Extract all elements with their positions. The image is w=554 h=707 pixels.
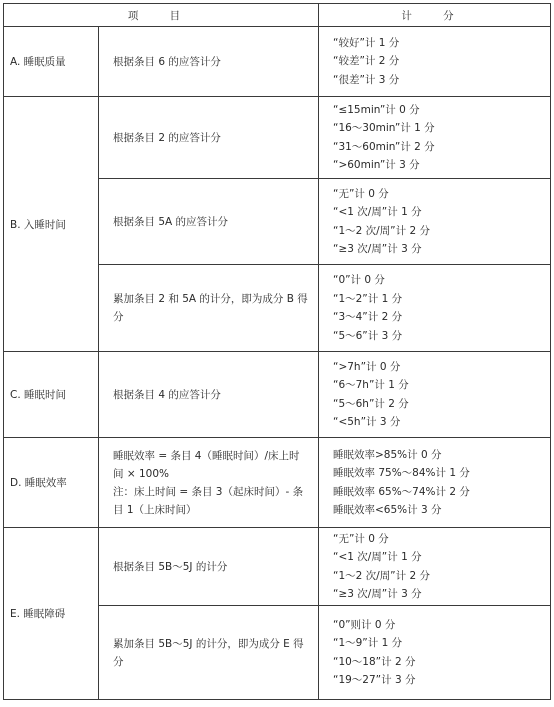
score-cell [319, 606, 551, 700]
score-line: “10～18”计 2 分 [333, 655, 416, 668]
basis-text: 累加条目 5B～5J 的计分，即为成分 E 得分 [113, 637, 304, 668]
score-line: “<1 次/周”计 1 分 [333, 551, 422, 563]
basis-text: 根据条目 6 的应答计分 [113, 55, 221, 68]
score-line: 睡眠效率 65%～74%计 2 分 [333, 485, 470, 498]
score-line: 睡眠效率>85%计 0 分 [333, 448, 442, 461]
score-line: “19～27”计 3 分 [333, 674, 416, 686]
basis-text: 根据条目 4 的应答计分 [113, 388, 221, 401]
basis-text: 根据条目 5A 的应答计分 [113, 215, 229, 228]
score-line: “6～7h”计 1 分 [333, 379, 409, 391]
header-score: 计 分 [319, 4, 551, 27]
score-line: “较好”计 1 分 [333, 36, 400, 49]
score-line: 睡眠效率 75%～84%计 1 分 [333, 467, 470, 479]
score-line: “5～6h”计 2 分 [333, 397, 409, 410]
score-cell [319, 265, 551, 352]
score-cell [319, 352, 551, 438]
basis-cell [99, 606, 319, 700]
basis-cell [99, 27, 319, 97]
score-line: “1～2 次/周”计 2 分 [333, 224, 430, 237]
score-line: 睡眠效率<65%计 3 分 [333, 504, 442, 516]
table-row [4, 528, 551, 606]
category-cell: D. 睡眠效率 [4, 438, 99, 528]
score-line: “无”计 0 分 [333, 187, 389, 200]
basis-text: 根据条目 2 的应答计分 [113, 131, 221, 144]
score-line: “很差”计 3 分 [333, 73, 400, 86]
basis-cell [99, 97, 319, 179]
score-line: “0”则计 0 分 [333, 618, 396, 631]
table-row [4, 97, 551, 179]
basis-cell [99, 352, 319, 438]
basis-note: 注：床上时间 = 条目 3（起床时间）- 条目 1（上床时间） [113, 485, 304, 516]
basis-text: 睡眠效率 = 条目 4（睡眠时间）/床上时间 × 100% [113, 449, 300, 480]
table-row [4, 27, 551, 97]
basis-text: 累加条目 2 和 5A 的计分，即为成分 B 得分 [113, 293, 308, 323]
score-line: “无”计 0 分 [333, 532, 389, 545]
scoring-table [3, 3, 551, 700]
score-cell [319, 97, 551, 179]
basis-cell [99, 179, 319, 265]
score-line: “<1 次/周”计 1 分 [333, 206, 422, 218]
basis-text: 根据条目 5B～5J 的计分 [113, 560, 228, 573]
score-line: “16～30min”计 1 分 [333, 122, 435, 134]
score-line: “1～2”计 1 分 [333, 292, 403, 305]
score-cell [319, 528, 551, 606]
score-line: “0”计 0 分 [333, 274, 385, 286]
score-line: “3～4”计 2 分 [333, 311, 403, 323]
score-line: “1～9”计 1 分 [333, 637, 403, 649]
score-line: “31～60min”计 2 分 [333, 140, 435, 153]
category-cell: B. 入睡时间 [4, 97, 99, 352]
table-row [4, 352, 551, 438]
header-item: 项 目 [4, 4, 319, 27]
basis-cell [99, 528, 319, 606]
score-line: “≥3 次/周”计 3 分 [333, 243, 422, 255]
score-line: “<5h”计 3 分 [333, 416, 401, 428]
category-cell: C. 睡眠时间 [4, 352, 99, 438]
score-line: “>7h”计 0 分 [333, 360, 401, 373]
header-row [4, 4, 551, 27]
score-line: “≥3 次/周”计 3 分 [333, 588, 422, 600]
category-cell: A. 睡眠质量 [4, 27, 99, 97]
score-line: “>60min”计 3 分 [333, 159, 420, 171]
score-line: “1～2 次/周”计 2 分 [333, 569, 430, 582]
basis-cell [99, 438, 319, 528]
score-cell [319, 438, 551, 528]
score-cell [319, 179, 551, 265]
category-cell: E. 睡眠障碍 [4, 528, 99, 700]
score-cell [319, 27, 551, 97]
basis-cell [99, 265, 319, 352]
score-line: “≤15min”计 0 分 [333, 103, 420, 116]
score-line: “5～6”计 3 分 [333, 329, 403, 342]
score-line: “较差”计 2 分 [333, 55, 400, 68]
table-row [4, 438, 551, 528]
